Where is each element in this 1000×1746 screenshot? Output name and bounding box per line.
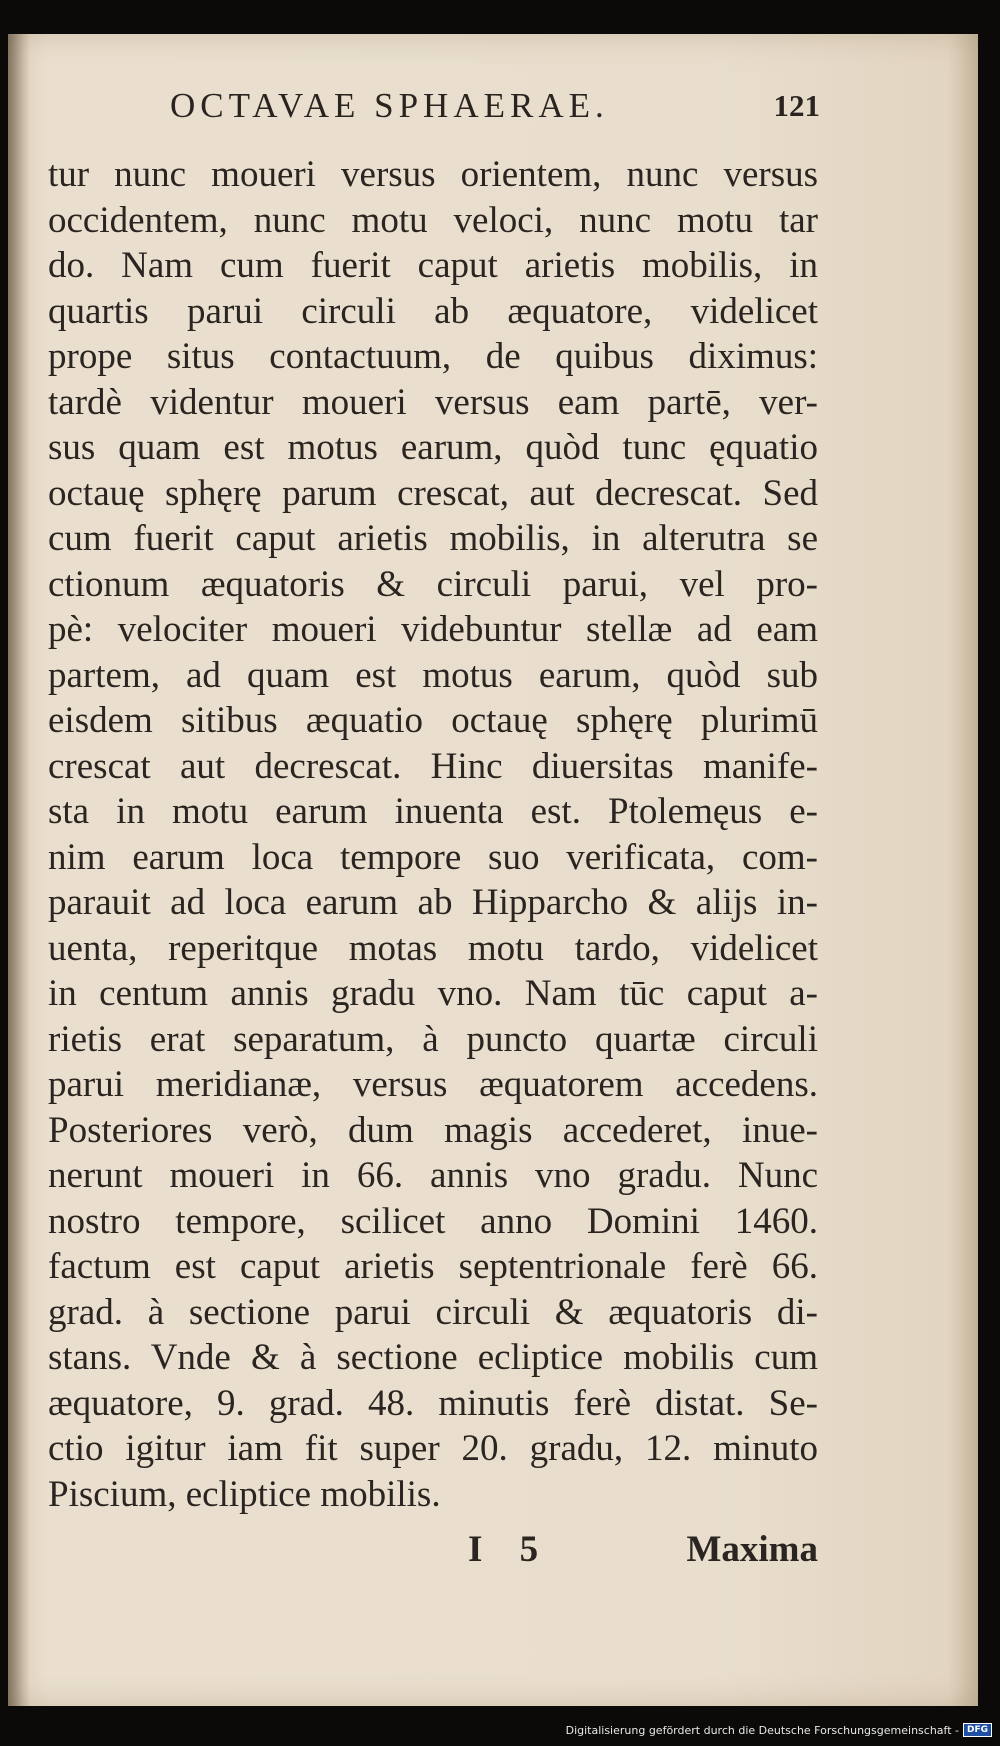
text-line: nim earum loca tempore suo verificata, com- <box>48 836 818 878</box>
text-line: tardè videntur moueri versus eam partē, ver- <box>48 381 818 423</box>
book-page <box>8 34 978 1706</box>
text-line: uenta, reperitque motas motu tardo, videlicet <box>48 927 818 969</box>
text-line: æquatore, 9. grad. 48. minutis ferè distat. Se- <box>48 1382 818 1424</box>
text-line: occidentem, nunc motu veloci, nunc motu tar <box>48 199 818 241</box>
running-head-title: OCTAVAE SPHAERAE. <box>170 86 609 125</box>
text-line: parui meridianæ, versus æquatorem accedens. <box>48 1064 818 1105</box>
text-line: sus quam est motus earum, quòd tunc ęquatio <box>48 427 818 468</box>
text-line: Posteriores verò, dum magis accederet, inue- <box>48 1109 818 1151</box>
text-line: do. Nam cum fuerit caput arietis mobilis, in <box>48 245 818 286</box>
text-line: cum fuerit caput arietis mobilis, in alterutra se <box>48 518 818 559</box>
page-footer <box>48 1528 818 1574</box>
text-line: in centum annis gradu vno. Nam tūc caput a- <box>48 973 818 1014</box>
text-line: ctionum æquatoris & circuli parui, vel pro- <box>48 563 818 605</box>
text-line: sta in motu earum inuenta est. Ptolemęus e- <box>48 791 818 832</box>
text-line: parauit ad loca earum ab Hipparcho & alijs in- <box>48 882 818 923</box>
text-line: grad. à sectione parui circuli & æquatoris di- <box>48 1291 818 1333</box>
dfg-logo: DFG <box>963 1723 992 1737</box>
text-line: eisdem sitibus æquatio octauę sphęrę plurimū <box>48 700 818 741</box>
text-line: tur nunc moueri versus orientem, nunc versus <box>48 154 818 195</box>
signature-mark: I 5 <box>468 1529 553 1570</box>
text-line: nerunt moueri in 66. annis vno gradu. Nunc <box>48 1155 818 1196</box>
text-line: Piscium, ecliptice mobilis. <box>48 1473 441 1515</box>
text-line: stans. Vnde & à sectione ecliptice mobilis cum <box>48 1337 818 1378</box>
gutter-shadow <box>8 34 30 1706</box>
text-line: ctio igitur iam fit super 20. gradu, 12. minuto <box>48 1428 818 1469</box>
text-line: quartis parui circuli ab æquatore, videlicet <box>48 290 818 332</box>
text-line: factum est caput arietis septentrionale ferè 66. <box>48 1246 818 1287</box>
digitization-credit <box>566 1720 992 1740</box>
text-line: crescat aut decrescat. Hinc diuersitas manife- <box>48 745 818 787</box>
text-line: prope situs contactuum, de quibus diximus: <box>48 336 818 377</box>
text-line: rietis erat separatum, à puncto quartæ circuli <box>48 1018 818 1060</box>
page-number: 121 <box>773 88 820 123</box>
text-line: pè: velociter moueri videbuntur stellæ ad eam <box>48 609 818 650</box>
text-line: nostro tempore, scilicet anno Domini 1460. <box>48 1200 818 1242</box>
body-text <box>48 152 818 1517</box>
catchword: Maxima <box>686 1529 818 1570</box>
running-head <box>158 84 818 128</box>
credit-text: Digitalisierung gefördert durch die Deutsche Forschungsgemeinschaft - <box>565 1723 959 1737</box>
text-line: octauę sphęrę parum crescat, aut decrescat. Sed <box>48 472 818 514</box>
text-line: partem, ad quam est motus earum, quòd sub <box>48 654 818 696</box>
